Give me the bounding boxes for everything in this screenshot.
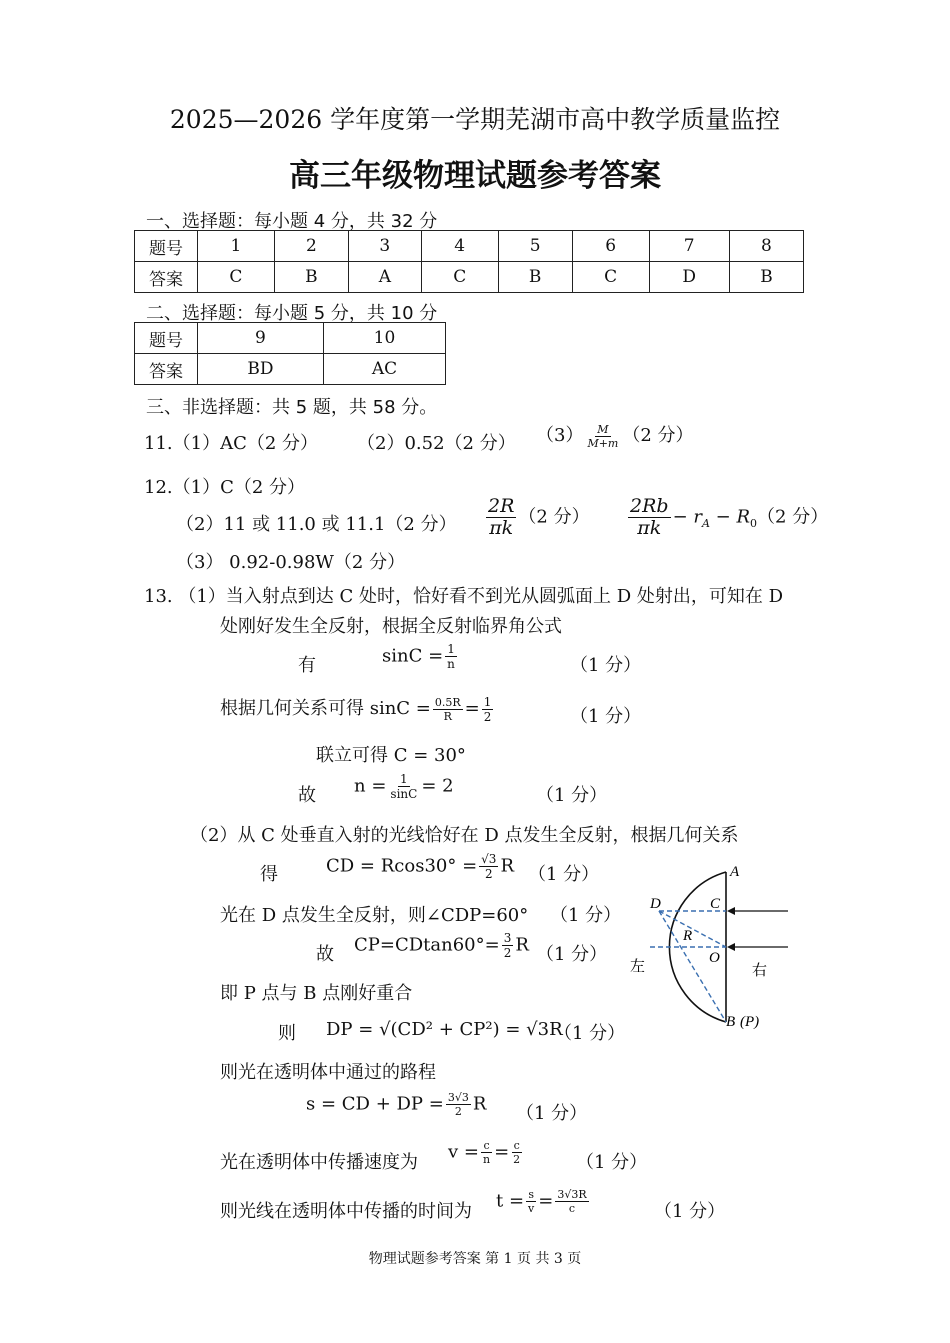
label-left: 左 bbox=[630, 957, 646, 975]
q13-line9: 光在 D 点发生全反射，则∠CDP=60° bbox=[220, 905, 529, 926]
q13-line5: 联立可得 C = 30° bbox=[316, 745, 466, 766]
fraction: $\frac{c}{n}$ bbox=[482, 1139, 491, 1166]
score-label: （1 分） bbox=[536, 944, 608, 965]
table-cell: C bbox=[421, 262, 498, 293]
table-cell: 1 bbox=[198, 231, 275, 262]
score-label: （1 分） bbox=[576, 1152, 648, 1173]
answer-table-1 bbox=[134, 230, 804, 293]
exam-title-line2: 高三年级物理试题参考答案 bbox=[289, 158, 661, 194]
fraction: $\frac{3√3R}{c}$ bbox=[557, 1188, 587, 1215]
arrow-head-icon bbox=[727, 943, 735, 951]
table-cell: 答案 bbox=[135, 262, 198, 293]
table-cell: B bbox=[498, 262, 572, 293]
label-D: D bbox=[650, 896, 661, 912]
q13-line10-label: 故 bbox=[316, 944, 334, 965]
q13-line16-label: 则光线在透明体中传播的时间为 bbox=[220, 1201, 472, 1222]
answer-table-2 bbox=[134, 322, 446, 385]
q11-part2: （2）0.52（2 分） bbox=[357, 433, 516, 454]
table-cell: 7 bbox=[649, 231, 729, 262]
label-R: R bbox=[683, 928, 693, 944]
label-right: 右 bbox=[752, 961, 768, 979]
q13-v-formula: v = $\frac{c}{n}$ = $\frac{c}{2}$ bbox=[448, 1139, 521, 1166]
q12-part2: （2）11 或 11.0 或 11.1（2 分） bbox=[176, 514, 457, 535]
q13-line1: 13. （1）当入射点到达 C 处时，恰好看不到光从圆弧面上 D 处射出，可知在 D bbox=[144, 586, 784, 607]
fraction: $\frac{√3}{2}$ bbox=[481, 852, 497, 881]
score-label: （1 分） bbox=[554, 1023, 626, 1044]
table-cell: 答案 bbox=[135, 354, 198, 385]
table-cell: 3 bbox=[348, 231, 421, 262]
arrow-head-icon bbox=[727, 907, 735, 915]
q12-part3: （3） 0.92-0.98W（2 分） bbox=[176, 552, 406, 573]
q13-line15-label: 光在透明体中传播速度为 bbox=[220, 1152, 418, 1173]
fraction: $\frac{s}{v}$ bbox=[528, 1188, 535, 1215]
score-label: （1 分） bbox=[536, 785, 608, 806]
q13-CD-formula: CD = Rcos30° = $\frac{√3}{2}$ R bbox=[326, 852, 514, 881]
fraction: $\frac{1}{n}$ bbox=[447, 642, 455, 671]
fraction: $\frac{3√3}{2}$ bbox=[447, 1091, 469, 1118]
table-cell: 6 bbox=[572, 231, 649, 262]
q11-part1: 11.（1）AC（2 分） bbox=[144, 433, 319, 454]
label-B: B bbox=[726, 1014, 736, 1030]
q13-CP-formula: CP=CDtan60°= $\frac{3}{2}$ R bbox=[354, 931, 529, 960]
q13-line7: （2）从 C 处垂直入射的光线恰好在 D 点发生全反射，根据几何关系 bbox=[190, 825, 739, 846]
table-cell: 2 bbox=[274, 231, 348, 262]
table-cell: 8 bbox=[729, 231, 803, 262]
label-O: O bbox=[709, 950, 720, 966]
q13-s-formula: s = CD + DP = $\frac{3√3}{2}$ R bbox=[306, 1091, 487, 1118]
fraction: $\frac{1}{2}$ bbox=[483, 694, 492, 724]
q13-DP-formula: DP = √(CD² + CP²) = √3R bbox=[326, 1019, 563, 1040]
table-cell: AC bbox=[323, 354, 445, 385]
q12-part1: 12.（1）C（2 分） bbox=[144, 477, 306, 498]
q13-line11: 即 P 点与 B 点刚好重合 bbox=[220, 983, 413, 1004]
fraction: $\frac{3}{2}$ bbox=[503, 931, 512, 960]
table-cell: 题号 bbox=[135, 323, 198, 354]
q13-sinC-formula: sinC = $\frac{1}{n}$ bbox=[382, 642, 455, 671]
label-P: (P) bbox=[740, 1014, 760, 1030]
section3-heading: 三、非选择题：共 5 题，共 58 分。 bbox=[146, 397, 438, 418]
score-label: （1 分） bbox=[570, 706, 642, 727]
table-row bbox=[135, 231, 804, 262]
exam-title-line1: 2025—2026 学年度第一学期芜湖市高中教学质量监控 bbox=[169, 105, 781, 134]
section2-heading: 二、选择题：每小题 5 分，共 10 分 bbox=[146, 303, 438, 324]
label-A: A bbox=[730, 864, 740, 880]
table-cell: C bbox=[198, 262, 275, 293]
table-cell: 4 bbox=[421, 231, 498, 262]
table-cell: A bbox=[348, 262, 421, 293]
table-cell: 5 bbox=[498, 231, 572, 262]
table-cell: BD bbox=[198, 354, 324, 385]
table-cell: 9 bbox=[198, 323, 324, 354]
fraction: $\frac{c}{2}$ bbox=[513, 1139, 521, 1166]
table-cell: 题号 bbox=[135, 231, 198, 262]
page-footer: 物理试题参考答案 第 1 页 共 3 页 bbox=[368, 1251, 582, 1267]
table-row bbox=[135, 262, 804, 293]
q13-line2: 处刚好发生全反射，根据全反射临界角公式 bbox=[220, 616, 562, 637]
q13-line6-label: 故 bbox=[298, 785, 316, 806]
score-label: （1 分） bbox=[550, 905, 622, 926]
fraction: $\frac{2Rb}{\pi k}$ bbox=[630, 495, 669, 539]
score-label: （1 分） bbox=[570, 655, 642, 676]
table-cell: C bbox=[572, 262, 649, 293]
q12-formula2: $\frac{2Rb}{\pi k}$ − $r_A - R_0(2$ 分） bbox=[630, 495, 829, 539]
fraction: $\frac{0.5R}{R}$ bbox=[434, 695, 461, 723]
q11-part3: （3） $\frac{M}{M+m}$ （2 分） bbox=[536, 422, 694, 450]
label-C: C bbox=[710, 896, 721, 912]
fraction: $\frac{2R}{\pi k}$ bbox=[488, 495, 515, 539]
q13-line4: 根据几何关系可得 sinC = $\frac{0.5R}{R}$ = $\frac{1}{2}$ bbox=[220, 694, 492, 724]
q13-t-formula: t = $\frac{s}{v}$ = $\frac{3√3R}{c}$ bbox=[496, 1188, 587, 1215]
table-cell: 10 bbox=[323, 323, 445, 354]
table-cell: B bbox=[274, 262, 348, 293]
table-row bbox=[135, 323, 446, 354]
fraction: $\frac{M}{M+m}$ bbox=[587, 422, 619, 450]
q13-line12-label: 则 bbox=[278, 1023, 296, 1044]
q12-formula1: $\frac{2R}{\pi k}$ （2 分） bbox=[488, 495, 590, 539]
q13-n-formula: n = $\frac{1}{\sin C}$ = 2 bbox=[354, 772, 454, 801]
table-cell: B bbox=[729, 262, 803, 293]
semicircle-figure bbox=[620, 858, 810, 1038]
score-label: （1 分） bbox=[528, 864, 600, 885]
fraction: $\frac{1}{\sin C}$ bbox=[390, 772, 418, 801]
table-cell: D bbox=[649, 262, 729, 293]
score-label: （1 分） bbox=[654, 1201, 726, 1222]
q13-line8-label: 得 bbox=[260, 864, 278, 885]
q13-line3-label: 有 bbox=[298, 655, 316, 676]
section1-heading: 一、选择题：每小题 4 分，共 32 分 bbox=[146, 211, 438, 232]
q13-line13: 则光在透明体中通过的路程 bbox=[220, 1062, 436, 1083]
ray-DP bbox=[659, 911, 726, 1022]
table-row bbox=[135, 354, 446, 385]
score-label: （1 分） bbox=[516, 1103, 588, 1124]
